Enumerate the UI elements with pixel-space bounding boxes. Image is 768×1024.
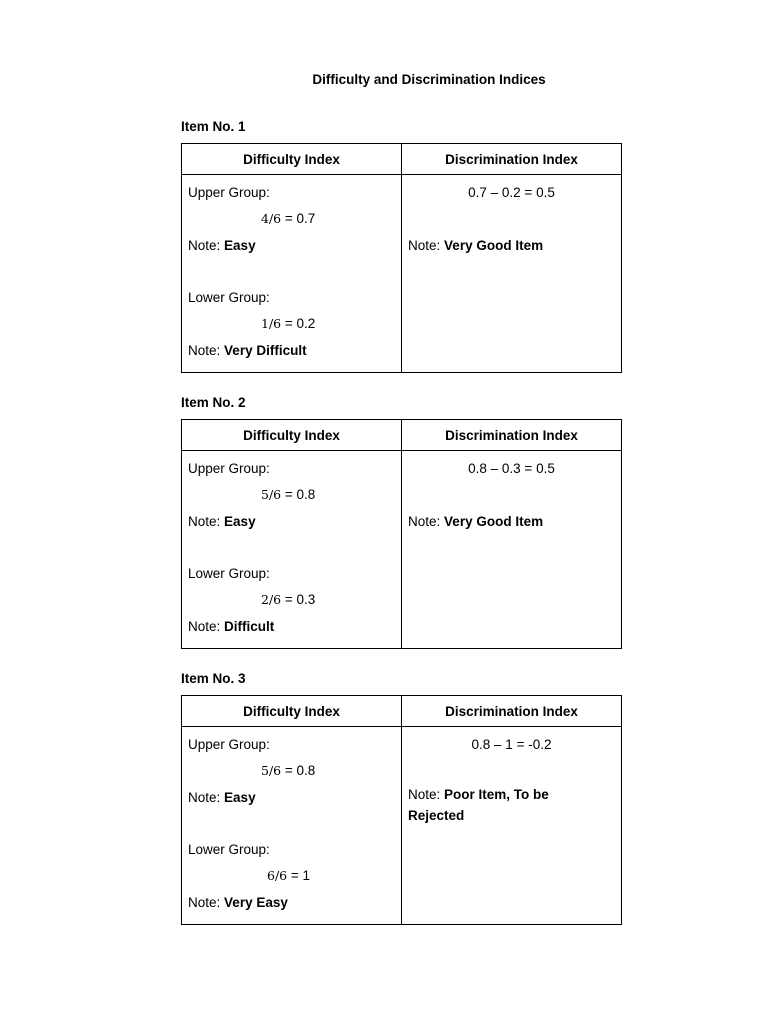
upper-note-value: Easy — [224, 790, 256, 805]
upper-group-calc — [261, 763, 315, 778]
note-prefix: Note: — [188, 790, 221, 805]
discrimination-calc: 0.8 – 0.3 = 0.5 — [468, 461, 555, 476]
discrimination-note-value: Very Good Item — [444, 238, 544, 253]
lower-note-value: Very Difficult — [224, 343, 307, 358]
lower-value: = 0.3 — [284, 592, 316, 607]
lower-group-label: Lower Group: — [188, 290, 270, 305]
discrimination-cell — [402, 451, 622, 649]
difficulty-cell — [182, 175, 402, 373]
lower-fraction: 1/6 — [261, 316, 282, 331]
discrimination-cell — [402, 727, 622, 925]
lower-group-calc — [267, 868, 310, 883]
index-table — [181, 695, 622, 925]
upper-value: = 0.8 — [284, 487, 316, 502]
discrimination-note — [408, 235, 608, 256]
difficulty-header: Difficulty Index — [182, 696, 402, 727]
lower-group-label: Lower Group: — [188, 566, 270, 581]
lower-fraction: 2/6 — [261, 592, 282, 607]
upper-note-value: Easy — [224, 514, 256, 529]
upper-note — [188, 790, 256, 805]
difficulty-cell — [182, 727, 402, 925]
note-prefix: Note: — [188, 238, 221, 253]
upper-note — [188, 514, 256, 529]
upper-group-label: Upper Group: — [188, 461, 270, 476]
difficulty-cell — [182, 451, 402, 649]
note-prefix: Note: — [188, 895, 221, 910]
index-table — [181, 143, 622, 373]
lower-group-calc — [261, 592, 315, 607]
note-prefix: Note: — [188, 343, 221, 358]
upper-note — [188, 238, 256, 253]
note-prefix: Note: — [188, 619, 221, 634]
lower-group-calc — [261, 316, 315, 331]
discrimination-header: Discrimination Index — [402, 696, 622, 727]
note-prefix: Note: — [408, 514, 441, 529]
difficulty-header: Difficulty Index — [182, 420, 402, 451]
discrimination-note-value: Very Good Item — [444, 514, 544, 529]
upper-value: = 0.8 — [284, 763, 316, 778]
upper-fraction: 5/6 — [261, 763, 282, 778]
upper-note-value: Easy — [224, 238, 256, 253]
page-title: Difficulty and Discrimination Indices — [312, 72, 546, 87]
lower-note-value: Difficult — [224, 619, 275, 634]
lower-note — [188, 343, 307, 358]
lower-note-value: Very Easy — [224, 895, 288, 910]
discrimination-calc: 0.7 – 0.2 = 0.5 — [468, 185, 555, 200]
difficulty-header: Difficulty Index — [182, 144, 402, 175]
upper-group-label: Upper Group: — [188, 185, 270, 200]
discrimination-header: Discrimination Index — [402, 420, 622, 451]
discrimination-note — [408, 511, 608, 532]
note-prefix: Note: — [408, 238, 441, 253]
lower-note — [188, 895, 288, 910]
discrimination-note-value: Poor Item, To be Rejected — [408, 787, 549, 823]
item-heading: Item No. 2 — [181, 395, 246, 410]
discrimination-note — [408, 784, 578, 826]
lower-value: = 1 — [290, 868, 311, 883]
index-table — [181, 419, 622, 649]
upper-group-calc — [261, 487, 315, 502]
upper-fraction: 4/6 — [261, 211, 282, 226]
item-heading: Item No. 3 — [181, 671, 246, 686]
discrimination-cell — [402, 175, 622, 373]
lower-note — [188, 619, 274, 634]
lower-group-label: Lower Group: — [188, 842, 270, 857]
upper-group-label: Upper Group: — [188, 737, 270, 752]
discrimination-calc: 0.8 – 1 = -0.2 — [471, 737, 552, 752]
upper-value: = 0.7 — [284, 211, 316, 226]
note-prefix: Note: — [408, 787, 441, 802]
upper-fraction: 5/6 — [261, 487, 282, 502]
discrimination-header: Discrimination Index — [402, 144, 622, 175]
lower-value: = 0.2 — [284, 316, 316, 331]
lower-fraction: 6/6 — [267, 868, 288, 883]
upper-group-calc — [261, 211, 315, 226]
item-heading: Item No. 1 — [181, 119, 246, 134]
note-prefix: Note: — [188, 514, 221, 529]
